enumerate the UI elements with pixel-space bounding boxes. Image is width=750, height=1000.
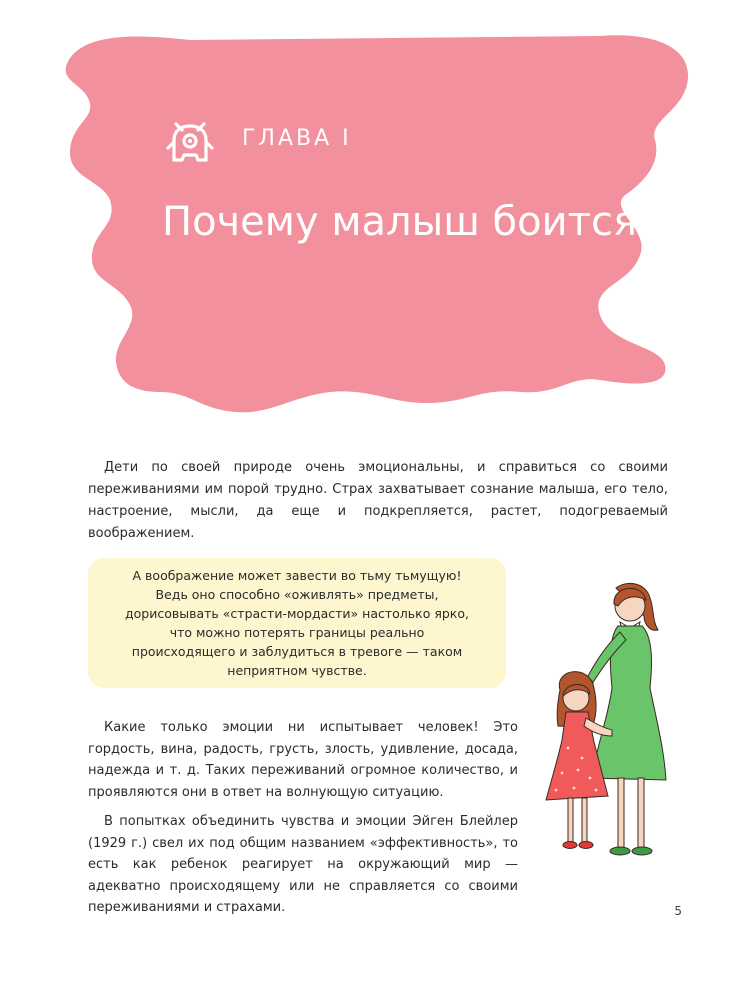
callout-text: А воображение может завести во тьму тьмущую! Ведь оно способно «оживлять» предметы, дорисовывать «страсти-мордасти» настолько ярко, что можно потерять границы реально происходящего и заблудиться в тревоге — таком неприятном чувстве. xyxy=(125,568,469,678)
chapter-label: ГЛАВА I xyxy=(242,125,352,151)
intro-paragraph: Дети по своей природе очень эмоциональны, и справиться со своими переживаниями им порой трудно. Страх захватывает сознание малыша, его тело, настроение, мысли, да еще и подкрепляется, растет, подогреваемый воображением. xyxy=(88,460,668,541)
callout-box xyxy=(88,558,506,688)
body-paragraph: В попытках объединить чувства и эмоции Эйген Блейлер (1929 г.) свел их под общим названием «эффективность», то есть как ребенок реагирует на окружающий мир — адекватно происходящему или не справляется со своими переживаниями и страхами. xyxy=(88,814,518,915)
monster-icon xyxy=(162,110,218,166)
chapter-heading xyxy=(162,108,352,168)
body-text xyxy=(88,717,518,927)
page-title: Почему малыш боится xyxy=(162,199,637,245)
mother-daughter-illustration xyxy=(538,568,678,868)
page-number: 5 xyxy=(674,904,682,918)
body-paragraph: Какие только эмоции ни испытывает человек! Это гордость, вина, радость, грусть, злость, удивление, досада, надежда и т. д. Таких переживаний огромное количество, и проявляются они в ответ на волнующую ситуацию. xyxy=(88,720,518,800)
